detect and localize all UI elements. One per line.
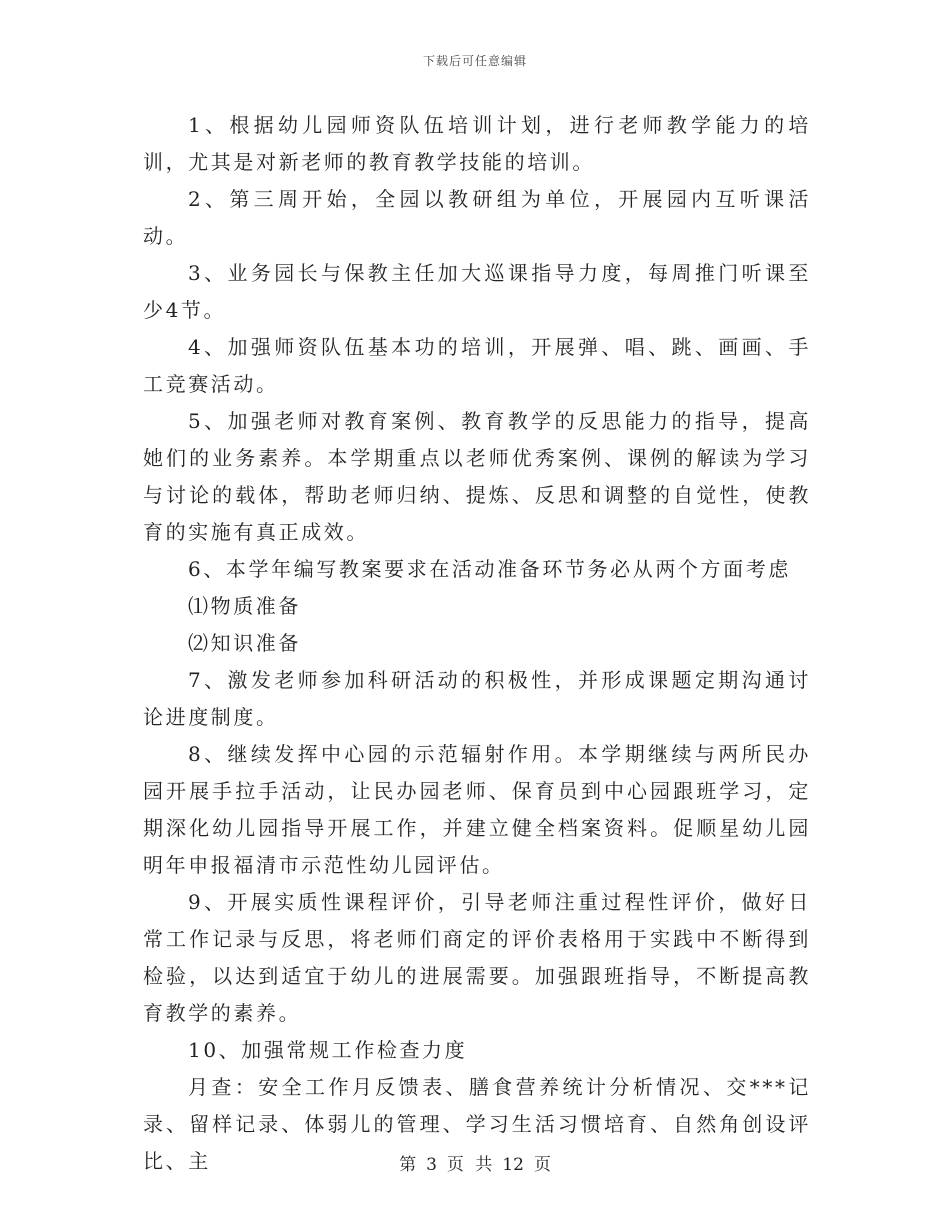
document-body (143, 107, 811, 1180)
paragraph-9: 9、开展实质性课程评价，引导老师注重过程性评价，做好日常工作记录与反思，将老师们商定的评价表格用于实践中不断得到检验，以达到适宜于幼儿的进展需要。加强跟班指导，不断提高教育教学的素养。 (143, 890, 811, 1025)
footer-suffix: 页 (533, 1155, 551, 1175)
paragraph-6-item-2: ⑵知识准备 (188, 631, 301, 655)
paragraph-8: 8、继续发挥中心园的示范辐射作用。本学期继续与两所民办园开展手拉手活动，让民办园老师、保育员到中心园跟班学习，定期深化幼儿园指导开展工作，并建立健全档案资料。促顺星幼儿园明年申报福清市示范性幼儿园评估。 (143, 742, 811, 877)
current-page-number: 3 (426, 1155, 437, 1175)
footer-prefix: 第 (399, 1155, 417, 1175)
total-pages-number: 12 (502, 1155, 524, 1175)
footer-mid: 页 共 (446, 1155, 493, 1175)
paragraph-1: 1、根据幼儿园师资队伍培训计划，进行老师教学能力的培训，尤其是对新老师的教育教学技能的培训。 (143, 113, 811, 174)
paragraph-7: 7、激发老师参加科研活动的积极性，并形成课题定期沟通讨论进度制度。 (143, 668, 811, 729)
paragraph-4: 4、加强师资队伍基本功的培训，开展弹、唱、跳、画画、手工竞赛活动。 (143, 335, 811, 396)
paragraph-6-item-1: ⑴物质准备 (188, 594, 301, 618)
paragraph-10: 10、加强常规工作检查力度 (188, 1038, 468, 1062)
paragraph-6: 6、本学年编写教案要求在活动准备环节务必从两个方面考虑 (188, 557, 791, 581)
paragraph-monthly-check: 月查：安全工作月反馈表、膳食营养统计分析情况、交***记录、留样记录、体弱儿的管理、学习生活习惯培育、自然角创设评比、主 (143, 1075, 811, 1173)
paragraph-5: 5、加强老师对教育案例、教育教学的反思能力的指导，提高她们的业务素养。本学期重点以老师优秀案例、课例的解读为学习与讨论的载体，帮助老师归纳、提炼、反思和调整的自觉性，使教育的实施有真正成效。 (143, 409, 811, 544)
paragraph-2: 2、第三周开始，全园以教研组为单位，开展园内互听课活动。 (143, 187, 811, 248)
paragraph-3: 3、业务园长与保教主任加大巡课指导力度，每周推门听课至少4节。 (143, 261, 811, 322)
page-footer (0, 1150, 950, 1175)
header-note: 下载后可任意编辑 (422, 54, 527, 68)
